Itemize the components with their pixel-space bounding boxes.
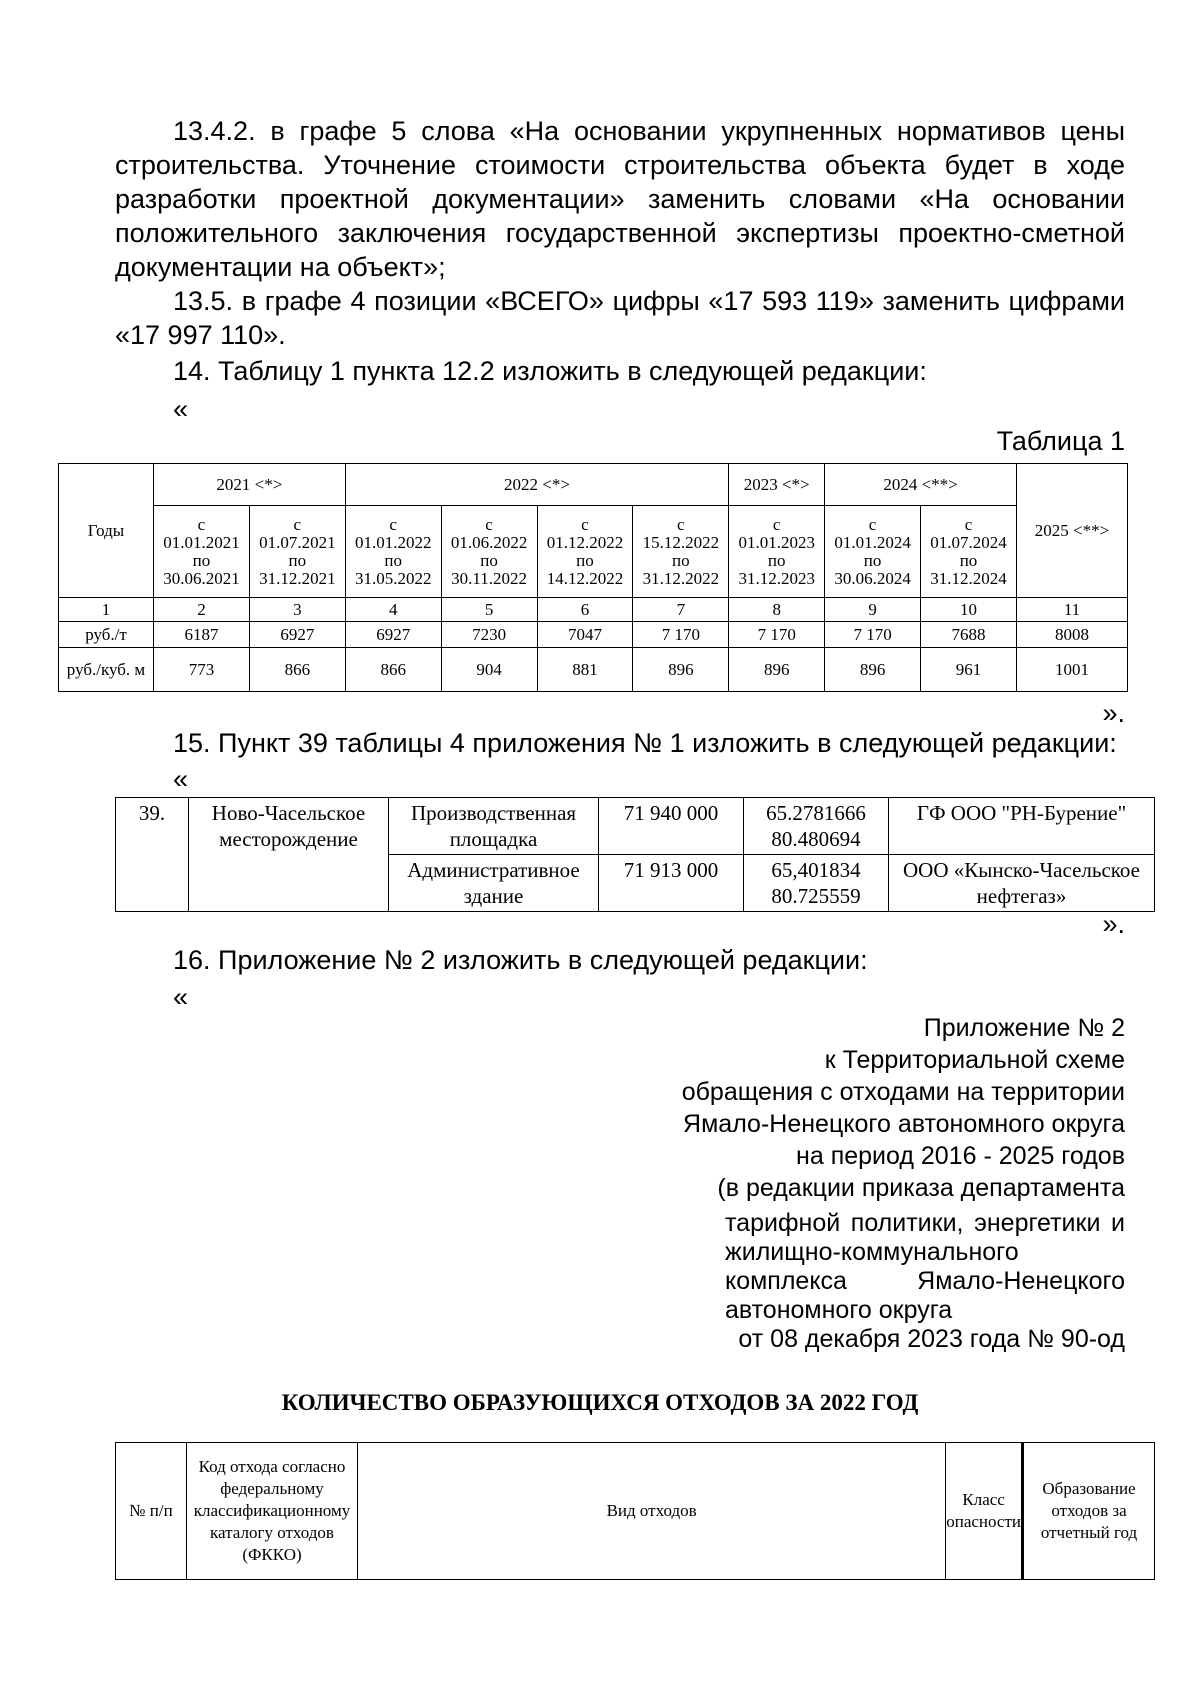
paragraph-13-4-2: 13.4.2. в графе 5 слова «На основании укрупненных нормативов цены строительства. Уточнение стоимости строительства объекта будет в ходе разработки проектной документации» заменить словами «На основании положительного заключения государственной экспертизы проектно-сметной документации на объект»; [115,116,1125,282]
close-quote-1: ». [1102,698,1125,728]
value-cell: 6927 [345,622,441,648]
paragraph-15: 15. Пункт 39 таблицы 4 приложения № 1 изложить в следующей редакции: [173,728,1117,758]
paragraph-13-5: 13.5. в графе 4 позиции «ВСЕГО» цифры «17 593 119» заменить цифрами «17 997 110». [115,286,1125,350]
value-cell: 961 [921,648,1017,692]
section-title: КОЛИЧЕСТВО ОБРАЗУЮЩИХСЯ ОТХОДОВ ЗА 2022 ГОД [281,1390,919,1415]
year-group-2022: 2022 <*> [345,464,729,506]
period-cell: с 01.01.2024 по 30.06.2024 [825,506,921,598]
value-cell: 896 [825,648,921,692]
col-number: 2 [154,598,250,622]
appendix-line: Приложение № 2 [923,1014,1125,1042]
period-cell: с 01.07.2021 по 31.12.2021 [249,506,345,598]
table1-caption: Таблица 1 [996,426,1125,456]
col-number: 1 [59,598,154,622]
object-coords: 65,401834 80.725559 [744,855,889,912]
unit-cell: руб./т [59,622,154,648]
value-cell: 7 170 [825,622,921,648]
col-header-number: № п/п [116,1443,187,1580]
object-name: Административное здание [389,855,599,912]
object-coords: 65.2781666 80.480694 [744,798,889,855]
value-cell: 866 [249,648,345,692]
period-cell: с 01.07.2024 по 31.12.2024 [921,506,1017,598]
close-quote-2: ». [1102,909,1125,939]
appendix-date: от 08 декабря 2023 года № 90-од [738,1325,1125,1353]
appendix-line: обращения с отходами на территории [681,1078,1125,1106]
value-cell: 896 [633,648,729,692]
appendix-line: к Территориальной схеме [824,1046,1125,1074]
tariff-table [58,463,1128,692]
appendix-line: (в редакции приказа департамента [717,1174,1125,1202]
open-quote-3: « [173,982,189,1012]
open-quote-1: « [173,394,189,424]
year-group-2025: 2025 <**> [1017,464,1128,598]
value-cell: 6187 [154,622,250,648]
value-cell: 773 [154,648,250,692]
operator-name: ООО «Кынско-Часельское нефтегаз» [889,855,1155,912]
paragraph-14: 14. Таблицу 1 пункта 12.2 изложить в следующей редакции: [173,356,927,386]
appendix-header [682,1012,1125,1204]
col-header-code: Код отхода согласно федеральному классификационному каталогу отходов (ФККО) [187,1443,358,1580]
value-cell: 896 [729,648,825,692]
appendix-justified: тарифной политики, энергетики и жилищно-коммунального комплекса Ямало-Ненецкого автономного округа [725,1209,1125,1324]
period-cell: с 15.12.2022 по 31.12.2022 [633,506,729,598]
deposit-table [115,797,1155,912]
col-header-hazard-class: Класс опасности [946,1443,1023,1580]
col-number: 6 [537,598,633,622]
period-cell: с 01.12.2022 по 14.12.2022 [537,506,633,598]
period-cell: с 01.01.2022 по 31.05.2022 [345,506,441,598]
object-name: Производственная площадка [389,798,599,855]
value-cell: 866 [345,648,441,692]
period-cell: с 01.01.2021 по 30.06.2021 [154,506,250,598]
value-cell: 1001 [1017,648,1128,692]
col-number: 10 [921,598,1017,622]
year-group-2023: 2023 <*> [729,464,825,506]
col-number: 5 [441,598,537,622]
value-cell: 7688 [921,622,1017,648]
period-cell: с 01.01.2023 по 31.12.2023 [729,506,825,598]
unit-cell: руб./куб. м [59,648,154,692]
col-number: 4 [345,598,441,622]
operator-name: ГФ ООО "РН-Бурение" [889,798,1155,855]
value-cell: 7047 [537,622,633,648]
value-cell: 7 170 [729,622,825,648]
field-name: Ново-Часельское месторождение [189,798,389,912]
years-header: Годы [59,464,154,598]
col-header-waste-type: Вид отходов [358,1443,946,1580]
year-group-2021: 2021 <*> [154,464,346,506]
value-cell: 7230 [441,622,537,648]
col-number: 7 [633,598,729,622]
object-code: 71 913 000 [599,855,744,912]
value-cell: 881 [537,648,633,692]
year-group-2024: 2024 <**> [825,464,1017,506]
appendix-line: Ямало-Ненецкого автономного округа [683,1110,1125,1138]
col-number: 8 [729,598,825,622]
paragraph-16: 16. Приложение № 2 изложить в следующей редакции: [173,945,868,975]
col-number: 9 [825,598,921,622]
appendix-line: на период 2016 - 2025 годов [796,1142,1125,1170]
object-code: 71 940 000 [599,798,744,855]
col-number: 3 [249,598,345,622]
value-cell: 6927 [249,622,345,648]
period-cell: с 01.06.2022 по 30.11.2022 [441,506,537,598]
value-cell: 904 [441,648,537,692]
value-cell: 7 170 [633,622,729,648]
value-cell: 8008 [1017,622,1128,648]
col-header-amount: Образование отходов за отчетный год [1023,1443,1155,1580]
open-quote-2: « [173,764,189,794]
col-number: 11 [1017,598,1128,622]
row-number: 39. [116,798,189,912]
waste-table [115,1442,1155,1580]
